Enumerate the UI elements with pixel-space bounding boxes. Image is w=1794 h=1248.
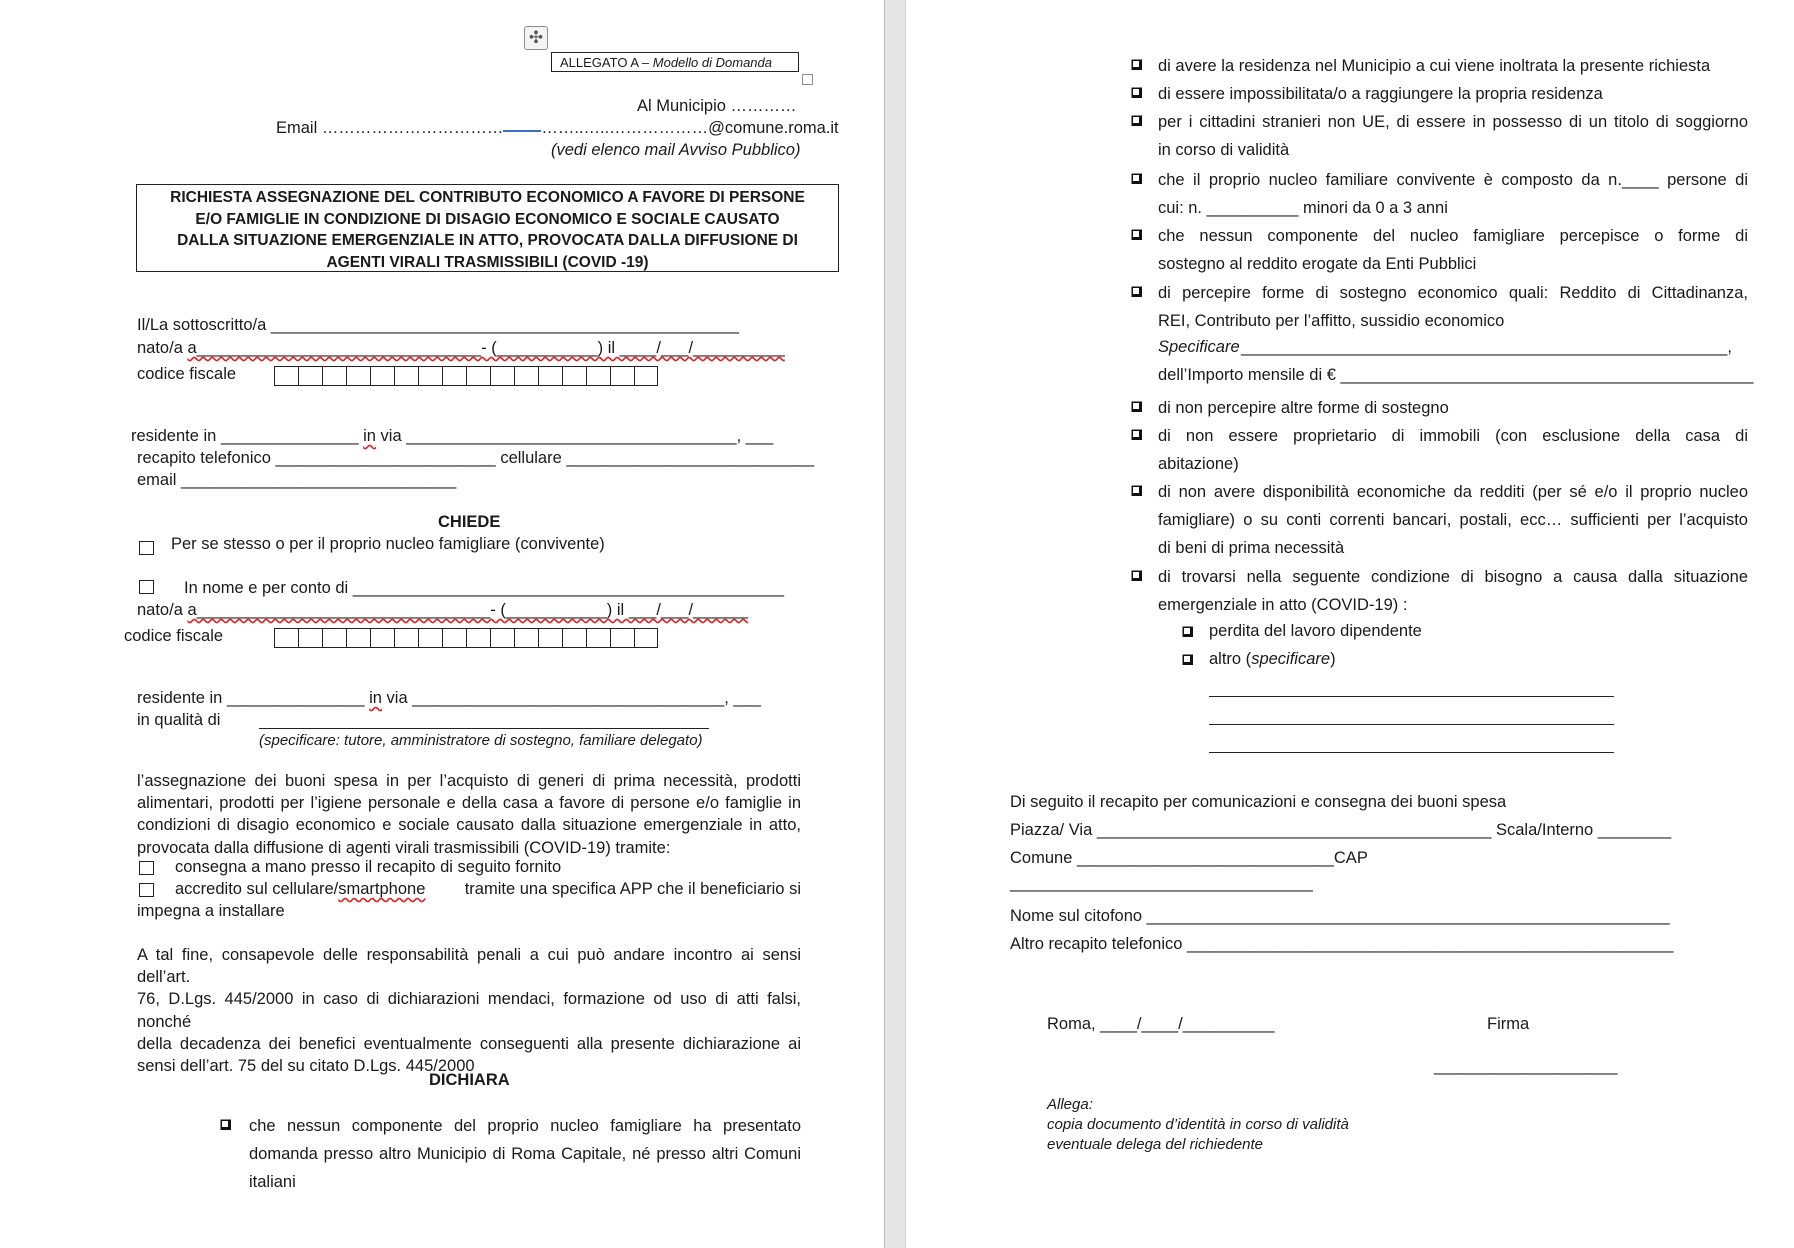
allega-item: copia documento d’identità in corso di validità bbox=[1047, 1116, 1349, 1133]
title-line: AGENTI VIRALI TRASMISSIBILI (COVID -19) bbox=[326, 253, 649, 271]
title-line: DALLA SITUAZIONE EMERGENZIALE IN ATTO, PROVOCATA DALLA DIFFUSIONE DI bbox=[177, 232, 798, 249]
item-line: famigliare) o su conti correnti bancari, postali, ecc… sufficienti per l’acquisto bbox=[1158, 511, 1748, 529]
codice-fiscale-cell[interactable] bbox=[322, 629, 346, 647]
codice-fiscale-cell[interactable] bbox=[394, 367, 418, 385]
item-line: di non essere proprietario di immobili (con esclusione della casa di bbox=[1158, 427, 1748, 445]
conto-field[interactable]: In nome e per conto di _______________________________________________ bbox=[184, 579, 785, 597]
fine-paragraph bbox=[137, 944, 801, 1077]
dichiarazione-item bbox=[1158, 394, 1748, 422]
item-line: di non percepire altre forme di sostegno bbox=[1158, 399, 1449, 417]
residente-via: via ____________________________________, ___ bbox=[375, 427, 774, 445]
bullet-icon bbox=[1130, 172, 1142, 184]
codice-fiscale-cell[interactable] bbox=[298, 367, 322, 385]
paragraph-line: italiani bbox=[249, 1173, 296, 1191]
paragraph-line: della decadenza dei benefici eventualmente conseguenti alla presente dichiarazione ai bbox=[137, 1034, 801, 1053]
altro-line[interactable] bbox=[1209, 752, 1614, 753]
item-line: emergenziale in atto (COVID-19) : bbox=[1158, 596, 1408, 614]
residente2-field[interactable] bbox=[137, 689, 761, 708]
codice-fiscale2-label: codice fiscale bbox=[124, 627, 224, 645]
recapito-intro: Di seguito il recapito per comunicazioni e consegna dei buoni spesa bbox=[1010, 793, 1507, 811]
sottoscritto-field[interactable]: Il/La sottoscritto/a ___________________________________________________ bbox=[137, 316, 739, 334]
codice-fiscale-cell[interactable] bbox=[610, 629, 634, 647]
residente2-label: residente in _______________ bbox=[137, 689, 370, 707]
piazza-field[interactable]: Piazza/ Via ___________________________________________ Scala/Interno ________ bbox=[1010, 821, 1672, 839]
residente-label: residente in _______________ bbox=[131, 427, 364, 445]
codice-fiscale-grid[interactable] bbox=[274, 628, 658, 648]
bullet-icon bbox=[1130, 484, 1142, 496]
residente-field[interactable] bbox=[131, 427, 773, 446]
bullet-icon bbox=[1130, 400, 1142, 412]
comune-cont-field[interactable]: _________________________________ bbox=[1010, 874, 1313, 892]
codice-fiscale-cell[interactable] bbox=[490, 367, 514, 385]
self-option-label: Per se stesso o per il proprio nucleo famigliare (convivente) bbox=[171, 535, 605, 553]
codice-fiscale-cell[interactable] bbox=[634, 367, 658, 385]
bullet-icon bbox=[1130, 114, 1142, 126]
specificare-field[interactable]: _____________________________________________________, bbox=[1241, 338, 1732, 356]
nato-label: nato/a bbox=[137, 339, 188, 357]
paragraph-line: che nessun componente del proprio nucleo famigliare ha presentato bbox=[249, 1117, 801, 1135]
altro-label bbox=[1209, 650, 1336, 669]
paragraph-line: A tal fine, consapevole delle responsabilità penali a cui può andare incontro ai sensi dell’art. bbox=[137, 946, 801, 987]
document-page-right bbox=[906, 0, 1794, 1248]
consegna-checkbox[interactable] bbox=[139, 861, 154, 875]
allega-title: Allega: bbox=[1047, 1096, 1093, 1113]
accredito-cont: impegna a installare bbox=[137, 902, 285, 920]
nato-field[interactable] bbox=[137, 339, 785, 358]
item-line: per i cittadini stranieri non UE, di essere in possesso di un titolo di soggiorno bbox=[1158, 113, 1748, 131]
item-line: cui: n. __________ minori da 0 a 3 anni bbox=[1158, 199, 1448, 217]
accredito-b: tramite una specifica APP che il beneficiario si bbox=[464, 880, 801, 898]
residente-in: in bbox=[363, 427, 376, 445]
altro-italic: specificare bbox=[1251, 650, 1331, 668]
chiede-heading: CHIEDE bbox=[438, 513, 501, 531]
item-line: in corso di validità bbox=[1158, 141, 1290, 159]
codice-fiscale-cell[interactable] bbox=[538, 367, 562, 385]
bullet-icon bbox=[1130, 428, 1142, 440]
bullet-icon bbox=[1130, 58, 1142, 70]
codice-fiscale-cell[interactable] bbox=[514, 367, 538, 385]
item-line: sostegno al reddito erogate da Enti Pubblici bbox=[1158, 255, 1477, 273]
bullet-icon bbox=[1130, 86, 1142, 98]
document-page-left bbox=[0, 0, 884, 1248]
nato2-rest: a________________________________- (___________) il ___/___/______ bbox=[187, 601, 749, 619]
dichiarazione-item bbox=[1158, 279, 1748, 335]
table-resize-handle[interactable] bbox=[802, 74, 813, 85]
bullet-icon bbox=[1130, 569, 1142, 581]
dichiarazione-item bbox=[1158, 166, 1748, 222]
item-line: di trovarsi nella seguente condizione di bisogno a causa dalla situazione bbox=[1158, 568, 1748, 586]
altro-a: altro ( bbox=[1209, 650, 1252, 668]
recapito-field[interactable]: recapito telefonico ________________________ cellulare ___________________________ bbox=[137, 449, 815, 467]
dichiarazione-item bbox=[1158, 52, 1748, 80]
email-line bbox=[276, 119, 839, 138]
codice-fiscale-cell[interactable] bbox=[346, 629, 370, 647]
codice-fiscale-cell[interactable] bbox=[562, 367, 586, 385]
codice-fiscale-cell[interactable] bbox=[586, 367, 610, 385]
allegato-label-box bbox=[551, 52, 799, 72]
comune-field[interactable]: Comune ____________________________CAP bbox=[1010, 849, 1368, 867]
item-line: abitazione) bbox=[1158, 455, 1239, 473]
self-checkbox[interactable] bbox=[139, 541, 154, 555]
altro-line[interactable] bbox=[1209, 724, 1614, 725]
codice-fiscale-cell[interactable] bbox=[466, 367, 490, 385]
perdita-label: perdita del lavoro dipendente bbox=[1209, 622, 1422, 640]
title-line: RICHIESTA ASSEGNAZIONE DEL CONTRIBUTO ECONOMICO A FAVORE DI PERSONE bbox=[170, 189, 805, 206]
paragraph-line: domanda presso altro Municipio di Roma Capitale, né presso altri Comuni bbox=[249, 1145, 801, 1163]
codice-fiscale-cell[interactable] bbox=[610, 367, 634, 385]
qualita-note: (specificare: tutore, amministratore di sostegno, familiare delegato) bbox=[259, 732, 703, 749]
bullet-icon bbox=[1181, 625, 1193, 637]
codice-fiscale-cell[interactable] bbox=[514, 629, 538, 647]
altro-recapito-field[interactable]: Altro recapito telefonico _____________________________________________________ bbox=[1010, 935, 1674, 953]
qualita-line[interactable] bbox=[259, 728, 709, 729]
paragraph-line: provocata dalla diffusione di agenti virali trasmissibili (COVID-19) tramite: bbox=[137, 838, 671, 857]
allegato-italic: Modello di Domanda bbox=[652, 55, 772, 70]
item-line: di beni di prima necessità bbox=[1158, 539, 1345, 557]
email-link-underline bbox=[503, 130, 541, 132]
item-line: di non avere disponibilità economiche da redditi (per sé e/o il proprio nucleo bbox=[1158, 483, 1748, 501]
form-title-box bbox=[136, 184, 839, 272]
nato2-field[interactable] bbox=[137, 601, 748, 620]
item-line: REI, Contributo per l’affitto, sussidio economico bbox=[1158, 312, 1505, 330]
codice-fiscale-cell[interactable] bbox=[370, 629, 394, 647]
paragraph-line: l’assegnazione dei buoni spesa in per l’acquisto di generi di prima necessità, prodotti bbox=[137, 772, 801, 790]
codice-fiscale-cell[interactable] bbox=[274, 629, 298, 647]
item-line: di percepire forme di sostegno economico quali: Reddito di Cittadinanza, bbox=[1158, 284, 1748, 302]
dichiarazione-item bbox=[1158, 80, 1748, 108]
assegnazione-paragraph bbox=[137, 770, 801, 859]
codice-fiscale-cell[interactable] bbox=[418, 629, 442, 647]
qualita-label: in qualità di bbox=[137, 711, 221, 729]
accredito-checkbox[interactable] bbox=[139, 883, 154, 897]
dichiarazione-item bbox=[1158, 563, 1748, 619]
bullet-icon bbox=[219, 1118, 231, 1130]
page-gap bbox=[884, 0, 906, 1248]
residente2-via: via __________________________________, ___ bbox=[381, 689, 761, 707]
codice-fiscale-cell[interactable] bbox=[586, 629, 610, 647]
altro-line[interactable] bbox=[1209, 696, 1614, 697]
altro-b: ) bbox=[1330, 650, 1336, 668]
codice-fiscale-cell[interactable] bbox=[562, 629, 586, 647]
dichiarazione-1 bbox=[249, 1112, 801, 1196]
codice-fiscale-cell[interactable] bbox=[298, 629, 322, 647]
nato2-label: nato/a bbox=[137, 601, 188, 619]
codice-fiscale-cell[interactable] bbox=[634, 629, 658, 647]
codice-fiscale-cell[interactable] bbox=[370, 367, 394, 385]
codice-fiscale-grid[interactable] bbox=[274, 366, 658, 386]
allegato-label: ALLEGATO A – bbox=[560, 55, 650, 70]
codice-fiscale-cell[interactable] bbox=[490, 629, 514, 647]
dichiarazione-item bbox=[1158, 478, 1748, 562]
paragraph-line: condizioni di disagio economico e sociale causato dalla situazione emergenziale in atto, bbox=[137, 816, 801, 835]
consegna-label: consegna a mano presso il recapito di seguito fornito bbox=[175, 858, 562, 876]
codice-fiscale-cell[interactable] bbox=[442, 629, 466, 647]
item-line: di avere la residenza nel Municipio a cui viene inoltrata la presente richiesta bbox=[1158, 57, 1711, 75]
firma-field[interactable]: ____________________ bbox=[1434, 1057, 1618, 1075]
email-prefix: Email …………………………… bbox=[276, 119, 504, 137]
importo-field[interactable]: dell’Importo mensile di € _____________________________________________ bbox=[1158, 366, 1754, 384]
email-note: (vedi elenco mail Avviso Pubblico) bbox=[551, 141, 801, 159]
accredito-smartphone: smartphone bbox=[338, 880, 426, 898]
paragraph-line: 76, D.Lgs. 445/2000 in caso di dichiarazioni mendaci, formazione od uso di atti falsi, nonché bbox=[137, 990, 801, 1031]
item-line: che nessun componente del nucleo famigliare percepisce o forme di bbox=[1158, 227, 1748, 245]
residente2-in: in bbox=[369, 689, 382, 707]
dichiarazione-item bbox=[1158, 222, 1748, 278]
municipio-line: Al Municipio ………… bbox=[637, 97, 797, 115]
firma-label: Firma bbox=[1487, 1015, 1530, 1033]
dichiarazione-item bbox=[1158, 422, 1748, 478]
accredito-label bbox=[175, 880, 801, 899]
allega-item: eventuale delega del richiedente bbox=[1047, 1136, 1263, 1153]
bullet-icon bbox=[1181, 653, 1193, 665]
dichiara-heading: DICHIARA bbox=[429, 1071, 510, 1089]
bullet-icon bbox=[1130, 228, 1142, 240]
specificare-label: Specificare bbox=[1158, 338, 1240, 356]
codice-fiscale-cell[interactable] bbox=[322, 367, 346, 385]
nato-rest: a_______________________________- (___________) il ____/___/__________ bbox=[187, 339, 785, 357]
codice-fiscale-cell[interactable] bbox=[538, 629, 562, 647]
citofono-field[interactable]: Nome sul citofono _________________________________________________________ bbox=[1010, 907, 1670, 925]
bullet-icon bbox=[1130, 285, 1142, 297]
roma-date-field[interactable]: Roma, ____/____/__________ bbox=[1047, 1015, 1275, 1033]
email-suffix: ……..…..………………@comune.roma.it bbox=[541, 119, 839, 137]
email-field[interactable]: email ______________________________ bbox=[137, 471, 457, 489]
codice-fiscale-cell[interactable] bbox=[346, 367, 370, 385]
dichiarazione-item bbox=[1158, 108, 1748, 164]
paragraph-line: sensi dell’art. 75 del su citato D.Lgs. 445/2000 bbox=[137, 1057, 475, 1076]
item-line: che il proprio nucleo familiare convivente è composto da n.____ persone di bbox=[1158, 171, 1748, 189]
paragraph-line: alimentari, prodotti per l’igiene personale e della casa a favore di persone e/o famiglie in bbox=[137, 794, 801, 813]
move-cross-icon[interactable]: ✣ bbox=[524, 26, 548, 50]
codice-fiscale-label: codice fiscale bbox=[137, 365, 237, 383]
codice-fiscale-cell[interactable] bbox=[442, 367, 466, 385]
item-line: di essere impossibilitata/o a raggiungere la propria residenza bbox=[1158, 85, 1603, 103]
codice-fiscale-cell[interactable] bbox=[394, 629, 418, 647]
conto-checkbox[interactable] bbox=[139, 580, 154, 594]
codice-fiscale-cell[interactable] bbox=[418, 367, 442, 385]
accredito-a: accredito sul cellulare/ bbox=[175, 880, 339, 898]
title-line: E/O FAMIGLIE IN CONDIZIONE DI DISAGIO ECONOMICO E SOCIALE CAUSATO bbox=[195, 210, 780, 228]
codice-fiscale-cell[interactable] bbox=[466, 629, 490, 647]
codice-fiscale-cell[interactable] bbox=[274, 367, 298, 385]
